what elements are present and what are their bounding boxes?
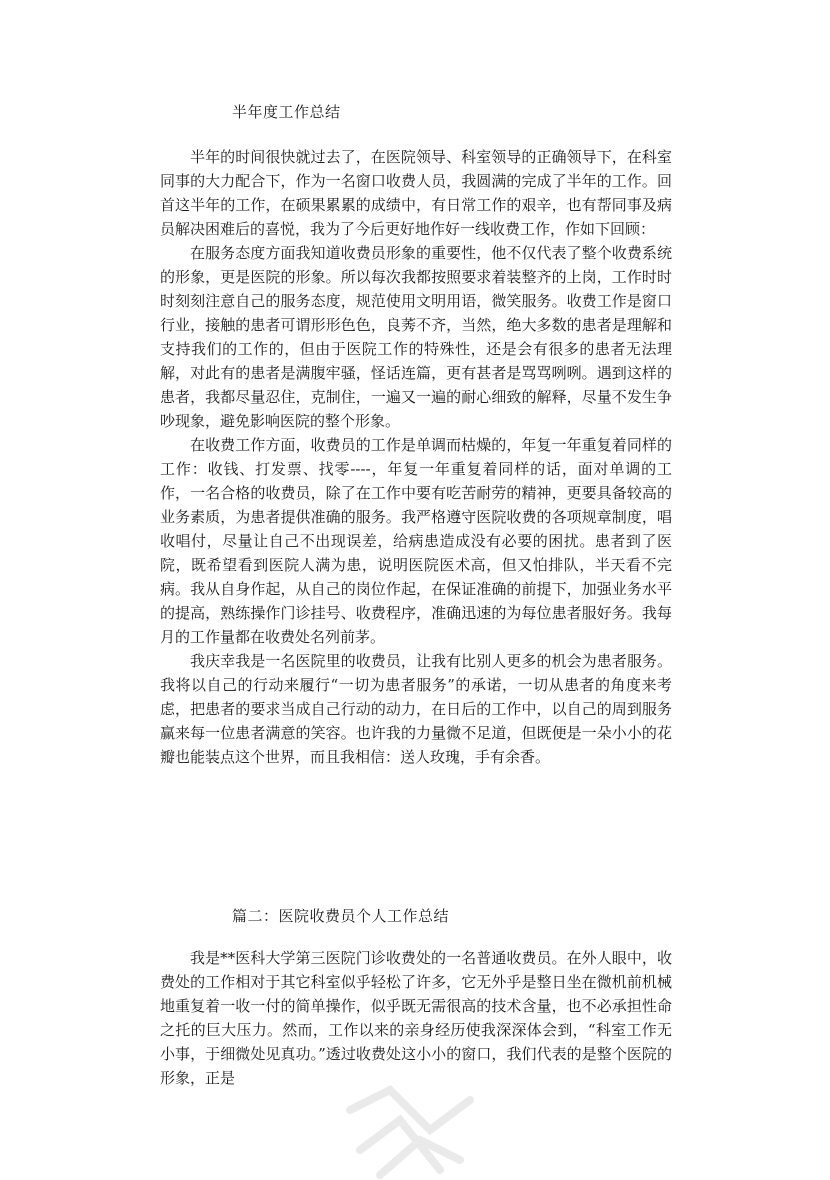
paragraph: 半年的时间很快就过去了，在医院领导、科室领导的正确领导下，在科室同事的大力配合下，作为一名窗口收费人员，我圆满的完成了半年的工作。回首这半年的工作，在硕果累累的成绩中，有日常工作的艰辛，也有帮同事及病员解决困难后的喜悦，我为了今后更好地作好一线收费工作，作如下回顾： — [160, 148, 672, 238]
section-2-title: 篇二：医院收费员个人工作总结 — [232, 907, 450, 925]
section-1-body — [160, 145, 672, 769]
paragraph: 在服务态度方面我知道收费员形象的重要性，他不仅代表了整个收费系统的形象，更是医院的形象。所以每次我都按照要求着装整齐的上岗，工作时时时刻刻注意自己的服务态度，规范使用文明用语，微笑服务。收费工作是窗口行业，接触的患者可谓形形色色，良莠不齐，当然，绝大多数的患者是理解和支持我们的工作的，但由于医院工作的特殊性，还是会有很多的患者无法理解，对此有的患者是满腹牢骚，怪话连篇，更有甚者是骂骂咧咧。遇到这样的患者，我都尽量忍住，克制住，一遍又一遍的耐心细致的解释，尽量不发生争吵现象，避免影响医院的整个形象。 — [160, 244, 672, 430]
section-2-body — [160, 946, 672, 1090]
paragraph: 我是**医科大学第三医院门诊收费处的一名普通收费员。在外人眼中，收费处的工作相对于其它科室似乎轻松了许多，它无外乎是整日坐在微机前机械地重复着一收一付的简单操作，似乎既无需很高的技术含量，也不必承担性命之托的巨大压力。然而，工作以来的亲身经历使我深深体会到，“科室工作无小事，于细微处见真功。”透过收费处这小小的窗口，我们代表的是整个医院的形象，正是 — [160, 949, 672, 1087]
watermark-icon — [330, 1080, 490, 1180]
paragraph: 在收费工作方面，收费员的工作是单调而枯燥的，年复一年重复着同样的工作：收钱、打发票、找零----，年复一年重复着同样的话，面对单调的工作，一名合格的收费员，除了在工作中要有吃苦耐劳的精神，更要具备较高的业务素质，为患者提供准确的服务。我严格遵守医院收费的各项规章制度，唱收唱付，尽量让自己不出现误差，给病患造成没有必要的困扰。患者到了医院，既希望看到医院人满为患，说明医院医术高，但又怕排队，半天看不完病。我从自身作起，从自己的岗位作起，在保证准确的前提下，加强业务水平的提高，熟练操作门诊挂号、收费程序，准确迅速的为每位患者服好务。我每月的工作量都在收费处名列前茅。 — [160, 436, 672, 646]
document-title: 半年度工作总结 — [232, 103, 341, 121]
paragraph: 我庆幸我是一名医院里的收费员，让我有比别人更多的机会为患者服务。我将以自己的行动来履行“一切为患者服务”的承诺，一切从患者的角度来考虑，把患者的要求当成自己行动的动力，在日后的工作中，以自己的周到服务赢来每一位患者满意的笑容。也许我的力量微不足道，但既便是一朵小小的花瓣也能装点这个世界，而且我相信：送人玫瑰，手有余香。 — [160, 652, 672, 766]
